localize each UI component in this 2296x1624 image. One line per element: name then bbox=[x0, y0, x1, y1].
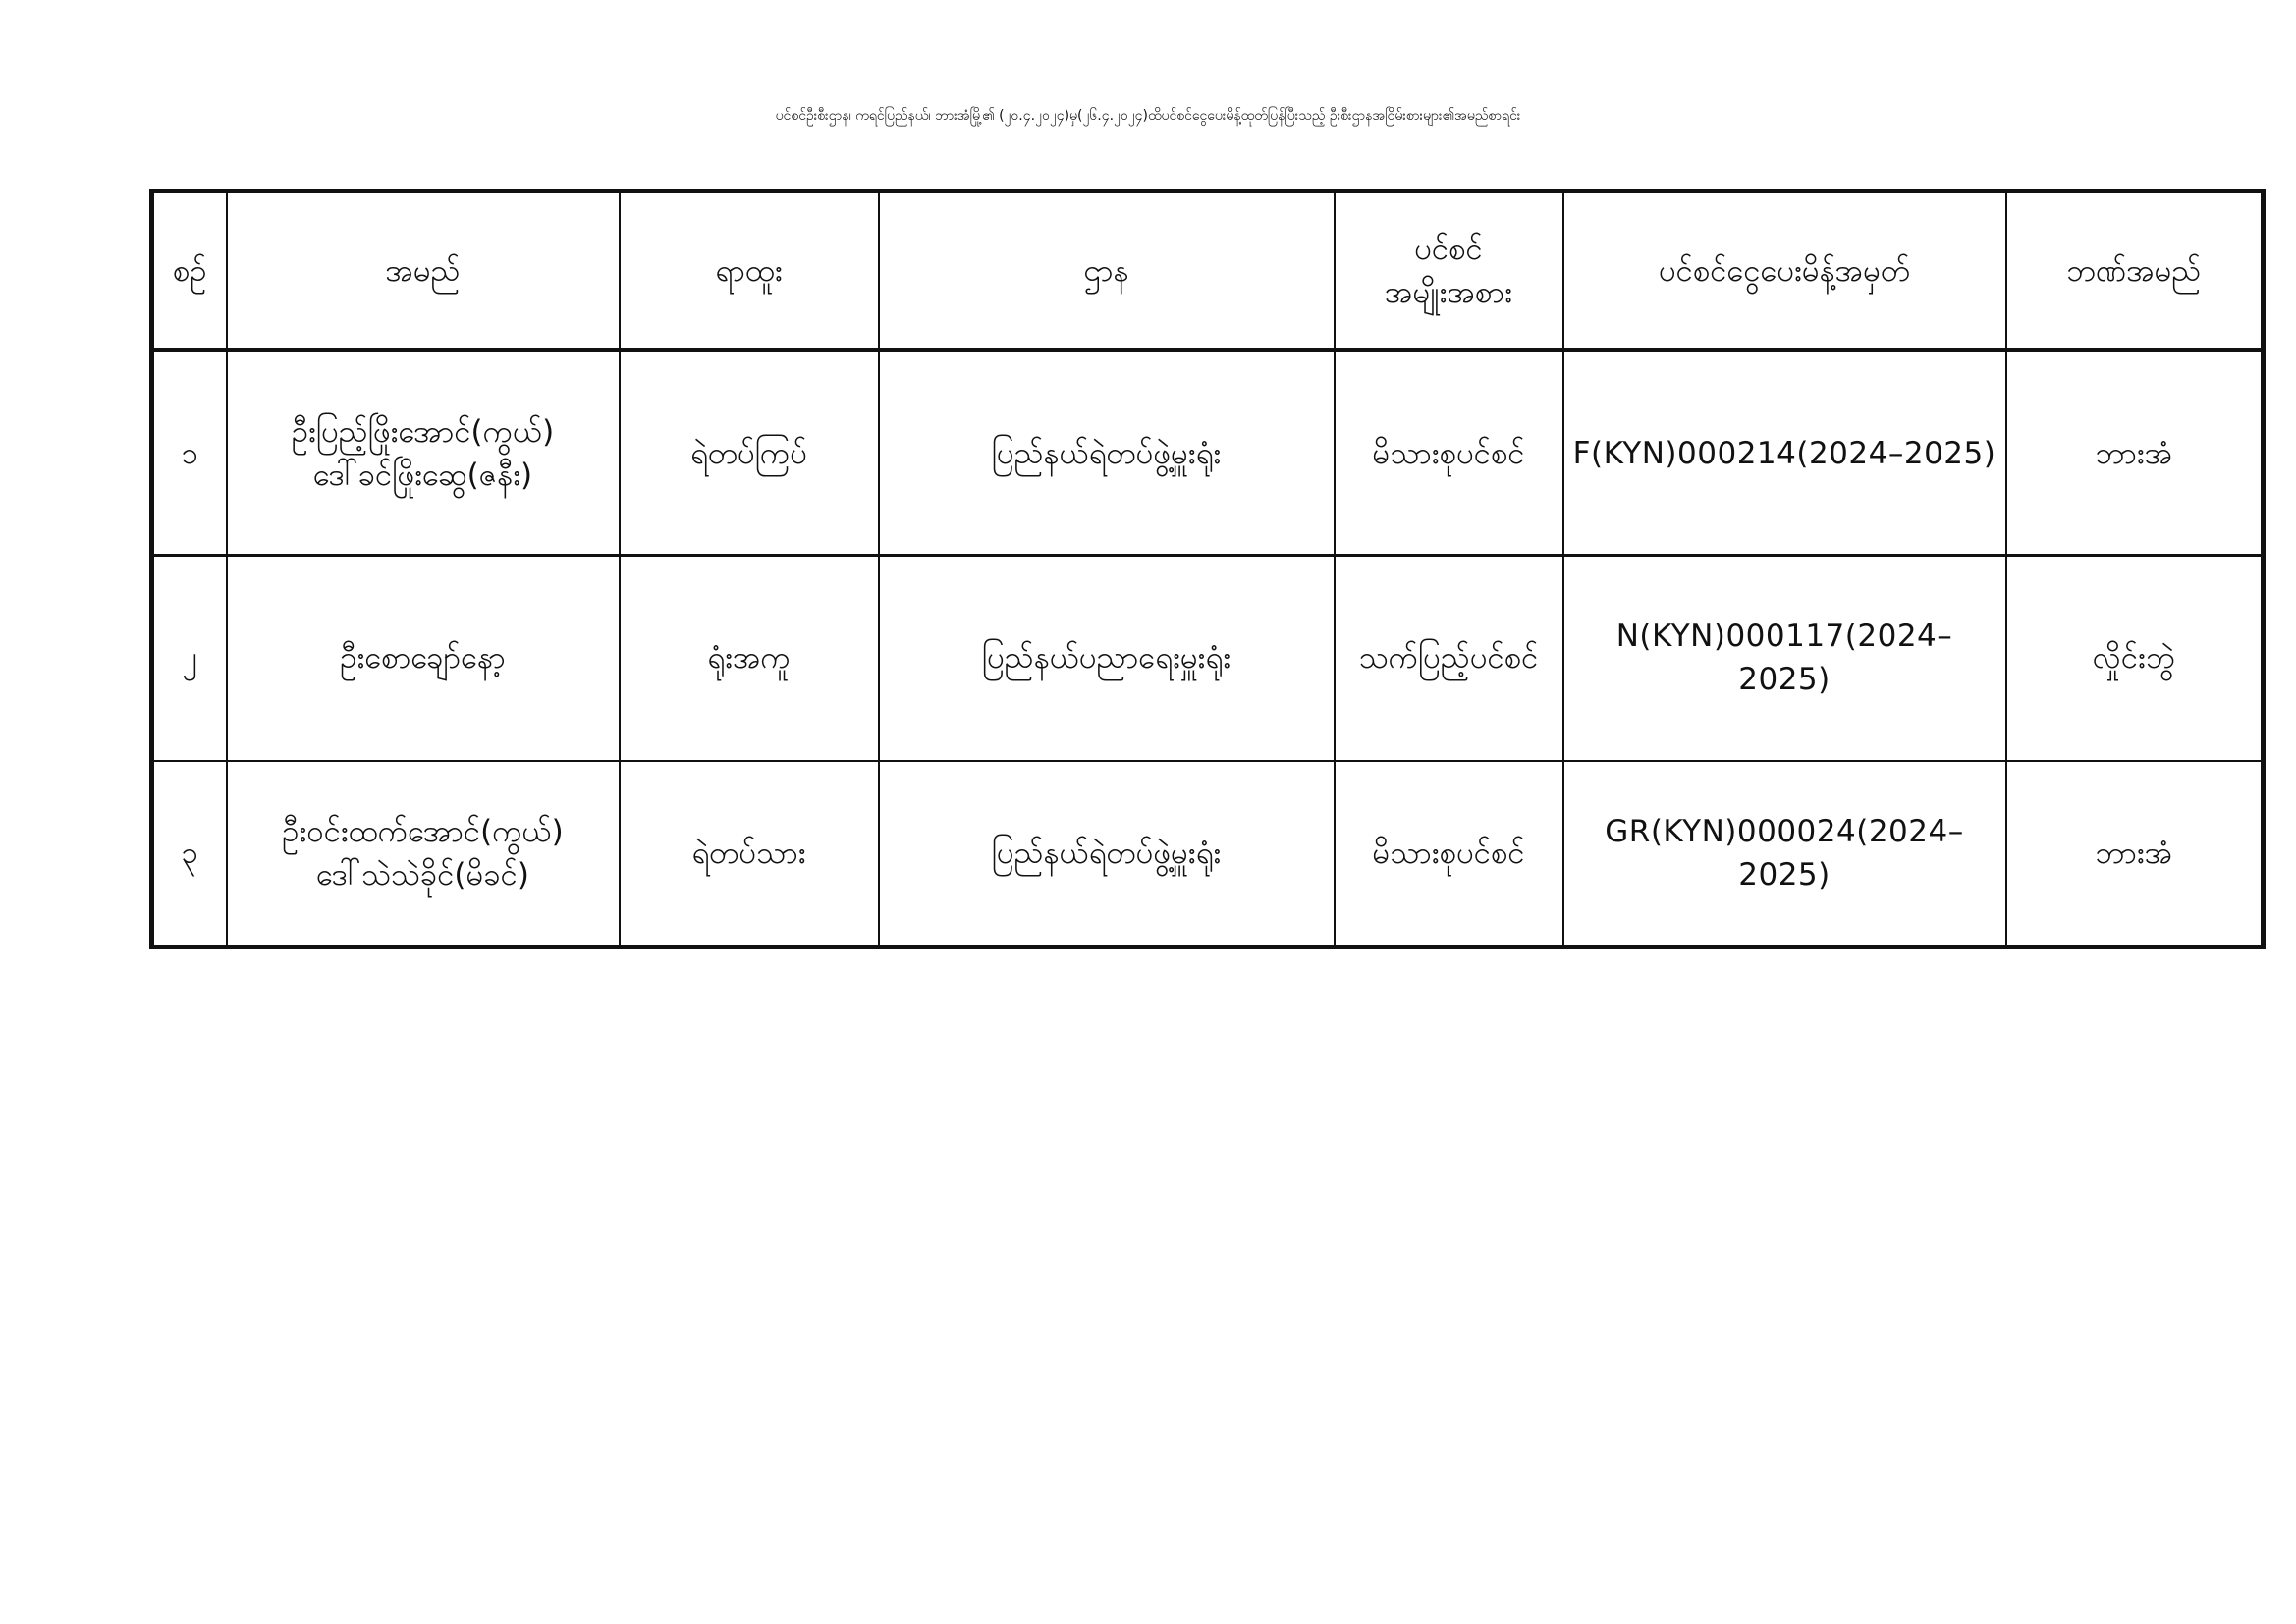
cell-name bbox=[227, 556, 620, 761]
cell-bank: လှိုင်းဘွဲ bbox=[2006, 556, 2264, 761]
header-no: စဉ် bbox=[152, 191, 227, 351]
pension-recipients-table bbox=[149, 189, 2266, 949]
cell-no: ၁ bbox=[152, 351, 227, 556]
cell-name-line2: ဒေါ်သဲသဲခိုင်(မိခင်) bbox=[316, 856, 529, 893]
cell-name-line1: ဦးစောချော်နော့ bbox=[340, 640, 506, 677]
cell-name bbox=[227, 351, 620, 556]
table-header-row bbox=[152, 191, 2264, 351]
header-rank: ရာထူး bbox=[620, 191, 879, 351]
cell-name-line2: ဒေါ်ခင်ဖြိုးဆွေ(ဇနီး) bbox=[312, 457, 533, 493]
cell-order-no: F(KYN)000214(2024–2025) bbox=[1563, 351, 2006, 556]
table-row bbox=[152, 761, 2264, 947]
cell-name-line1: ဦးပြည့်ဖြိုးအောင်(ကွယ်) bbox=[291, 413, 555, 450]
cell-department: ပြည်နယ်ပညာရေးမှူးရုံး bbox=[879, 556, 1335, 761]
header-pension-type-line1: ပင်စင် bbox=[1414, 231, 1483, 267]
cell-order-no: GR(KYN)000024(2024–2025) bbox=[1563, 761, 2006, 947]
header-bank: ဘဏ်အမည် bbox=[2006, 191, 2264, 351]
cell-pension-type: မိသားစုပင်စင် bbox=[1335, 351, 1563, 556]
cell-pension-type: သက်ပြည့်ပင်စင် bbox=[1335, 556, 1563, 761]
header-department: ဌာန bbox=[879, 191, 1335, 351]
cell-department: ပြည်နယ်ရဲတပ်ဖွဲ့မှူးရုံး bbox=[879, 761, 1335, 947]
cell-rank: ရဲတပ်သား bbox=[620, 761, 879, 947]
cell-department: ပြည်နယ်ရဲတပ်ဖွဲ့မှူးရုံး bbox=[879, 351, 1335, 556]
header-pension-type bbox=[1335, 191, 1563, 351]
cell-bank: ဘားအံ bbox=[2006, 761, 2264, 947]
cell-no: ၃ bbox=[152, 761, 227, 947]
cell-pension-type: မိသားစုပင်စင် bbox=[1335, 761, 1563, 947]
cell-order-no: N(KYN)000117(2024–2025) bbox=[1563, 556, 2006, 761]
cell-rank: ရုံးအကူ bbox=[620, 556, 879, 761]
page-title: ပင်စင်ဦးစီးဌာန၊ ကရင်ပြည်နယ်၊ ဘားအံမြို့၏ (၂၀.၄.၂၀၂၄)မှ(၂၆.၄.၂၀၂၄)ထိပင်စင်ငွေပေးမိန့်ထုတ်ပြန်ပြီးသည့် ဦးစီးဌာနအငြိမ်းစားများ၏အမည်စာရင်း bbox=[775, 108, 1521, 124]
cell-rank: ရဲတပ်ကြပ် bbox=[620, 351, 879, 556]
table-row bbox=[152, 351, 2264, 556]
cell-name bbox=[227, 761, 620, 947]
cell-name-line1: ဦးဝင်းထက်အောင်(ကွယ်) bbox=[282, 813, 564, 849]
header-order-no: ပင်စင်ငွေပေးမိန့်အမှတ် bbox=[1563, 191, 2006, 351]
cell-bank: ဘားအံ bbox=[2006, 351, 2264, 556]
header-pension-type-line2: အမျိုးအစား bbox=[1385, 274, 1512, 310]
header-name: အမည် bbox=[227, 191, 620, 351]
cell-no: ၂ bbox=[152, 556, 227, 761]
table-row bbox=[152, 556, 2264, 761]
